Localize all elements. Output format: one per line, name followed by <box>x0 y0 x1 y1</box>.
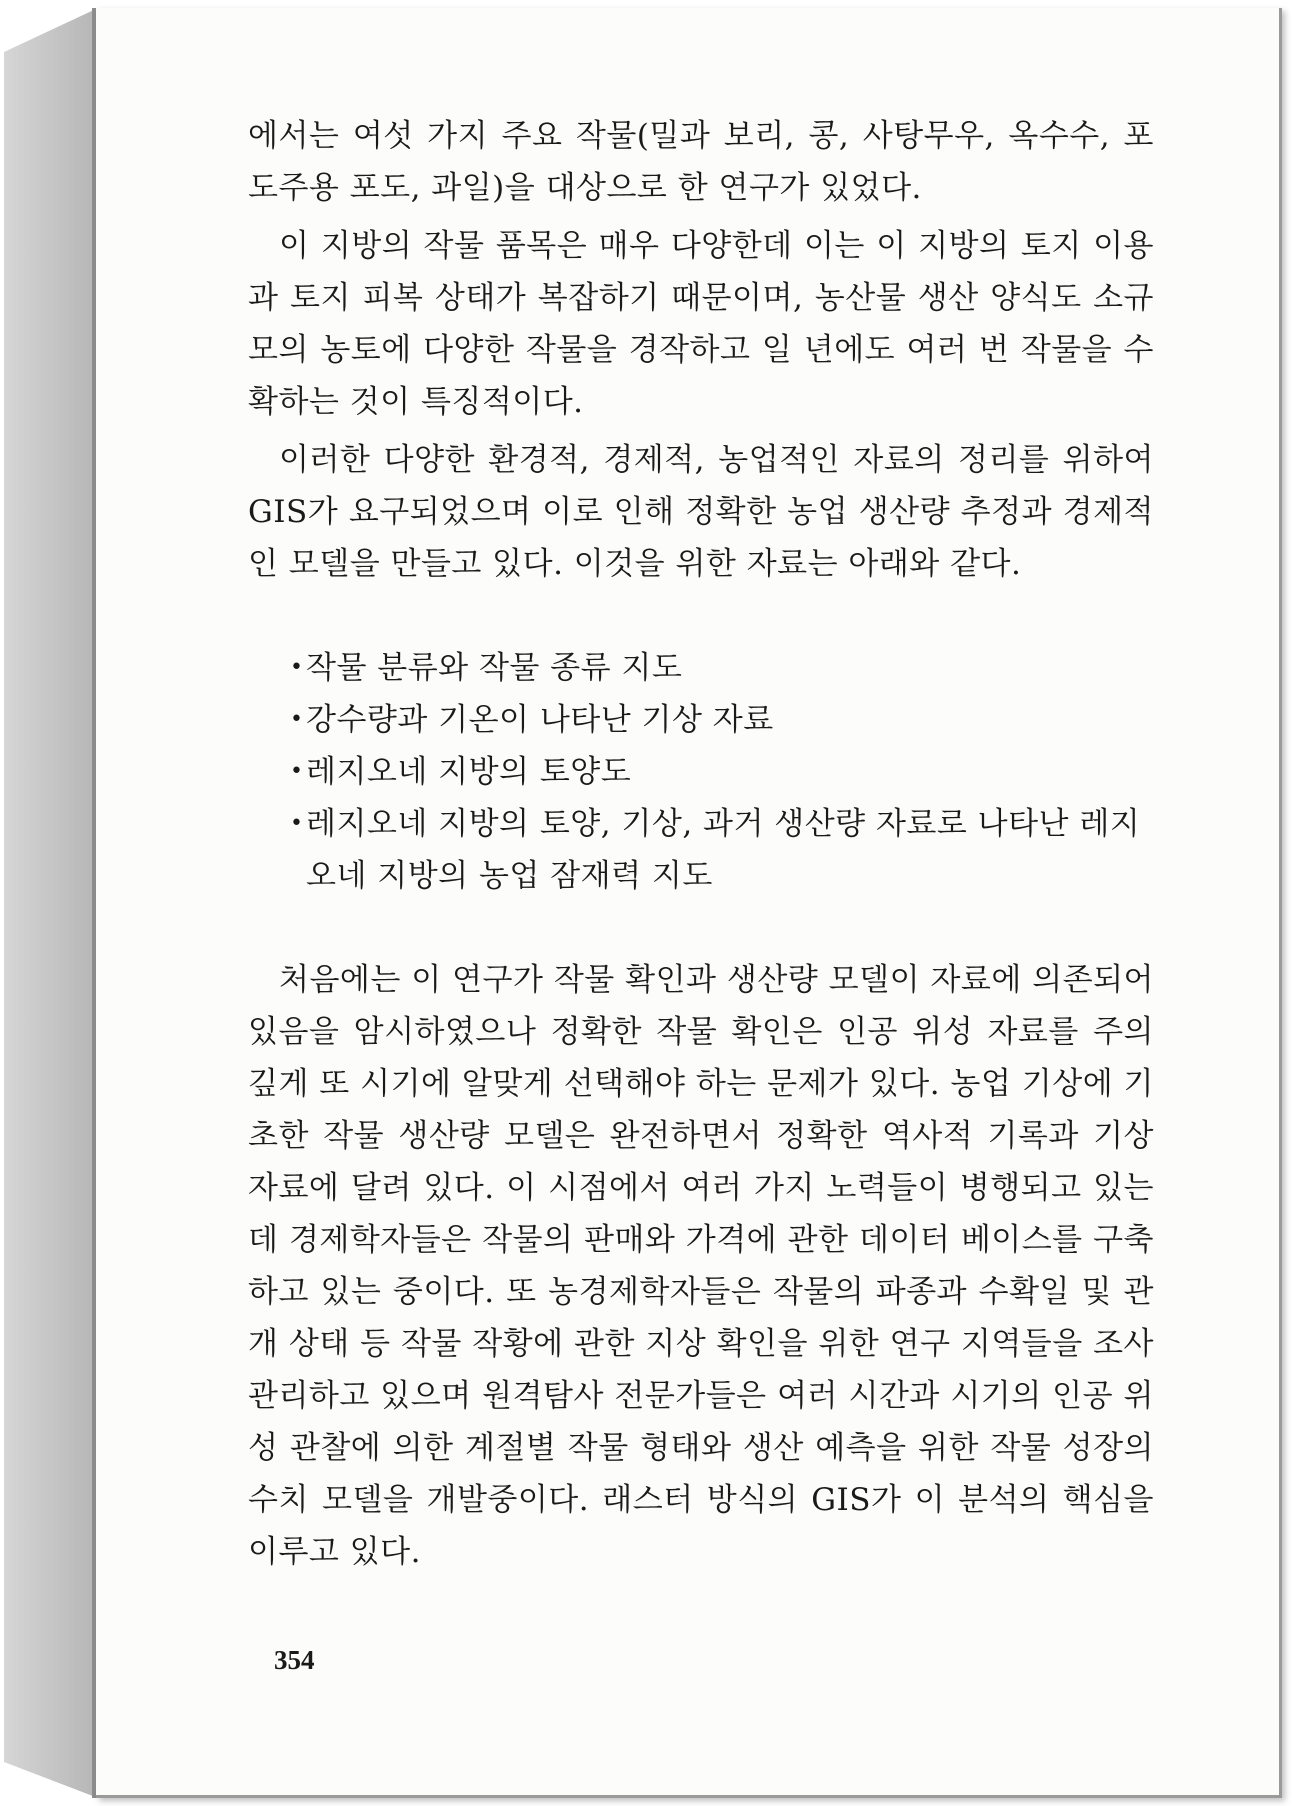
list-item <box>290 642 1154 694</box>
book-spine <box>4 8 98 1798</box>
list-item <box>290 798 1154 902</box>
bullet-list <box>248 642 1154 902</box>
bullet-icon: • <box>290 655 304 680</box>
bullet-icon: • <box>290 811 304 836</box>
list-item-text: 레지오네 지방의 토양도 <box>306 754 632 790</box>
bullet-icon: • <box>290 759 304 784</box>
list-item <box>290 694 1154 746</box>
paragraph: 에서는 여섯 가지 주요 작물(밀과 보리, 콩, 사탕무우, 옥수수, 포도주용 포도, 과일)을 대상으로 한 연구가 있었다. <box>248 118 1154 206</box>
body-text <box>248 110 1154 1584</box>
paragraph: 이 지방의 작물 품목은 매우 다양한데 이는 이 지방의 토지 이용과 토지 피복 상태가 복잡하기 때문이며, 농산물 생산 양식도 소규모의 농토에 다양한 작물을 경작하고 일 년에도 여러 번 작물을 수확하는 것이 특징적이다. <box>248 228 1154 420</box>
bullet-icon: • <box>290 707 304 732</box>
book-page <box>96 8 1282 1798</box>
list-item-text: 강수량과 기온이 나타난 기상 자료 <box>306 702 774 738</box>
list-item-text: 레지오네 지방의 토양, 기상, 과거 생산량 자료로 나타난 레지오네 지방의 농업 잠재력 지도 <box>306 806 1141 894</box>
paragraph: 이러한 다양한 환경적, 경제적, 농업적인 자료의 정리를 위하여 GIS가 요구되었으며 이로 인해 정확한 농업 생산량 추정과 경제적인 모델을 만들고 있다. 이것을 위한 자료는 아래와 같다. <box>248 442 1154 582</box>
list-item-text: 작물 분류와 작물 종류 지도 <box>306 650 683 686</box>
paragraph: 처음에는 이 연구가 작물 확인과 생산량 모델이 자료에 의존되어 있음을 암시하였으나 정확한 작물 확인은 인공 위성 자료를 주의 깊게 또 시기에 알맞게 선택해야 하는 문제가 있다. 농업 기상에 기초한 작물 생산량 모델은 완전하면서 정확한 역사적 기록과 기상 자료에 달려 있다. 이 시점에서 여러 가지 노력들이 병행되고 있는 데 경제학자들은 작물의 판매와 가격에 관한 데이터 베이스를 구축하고 있는 중이다. 또 농경제학자들은 작물의 파종과 수확일 및 관개 상태 등 작물 작황에 관한 지상 확인을 위한 연구 지역들을 조사 관리하고 있으며 원격탐사 전문가들은 여러 시간과 시기의 인공 위성 관찰에 의한 계절별 작물 형태와 생산 예측을 위한 작물 성장의 수치 모델을 개발중이다. 래스터 방식의 GIS가 이 분석의 핵심을 이루고 있다. <box>248 962 1154 1570</box>
list-item <box>290 746 1154 798</box>
page-number: 354 <box>274 1645 315 1675</box>
